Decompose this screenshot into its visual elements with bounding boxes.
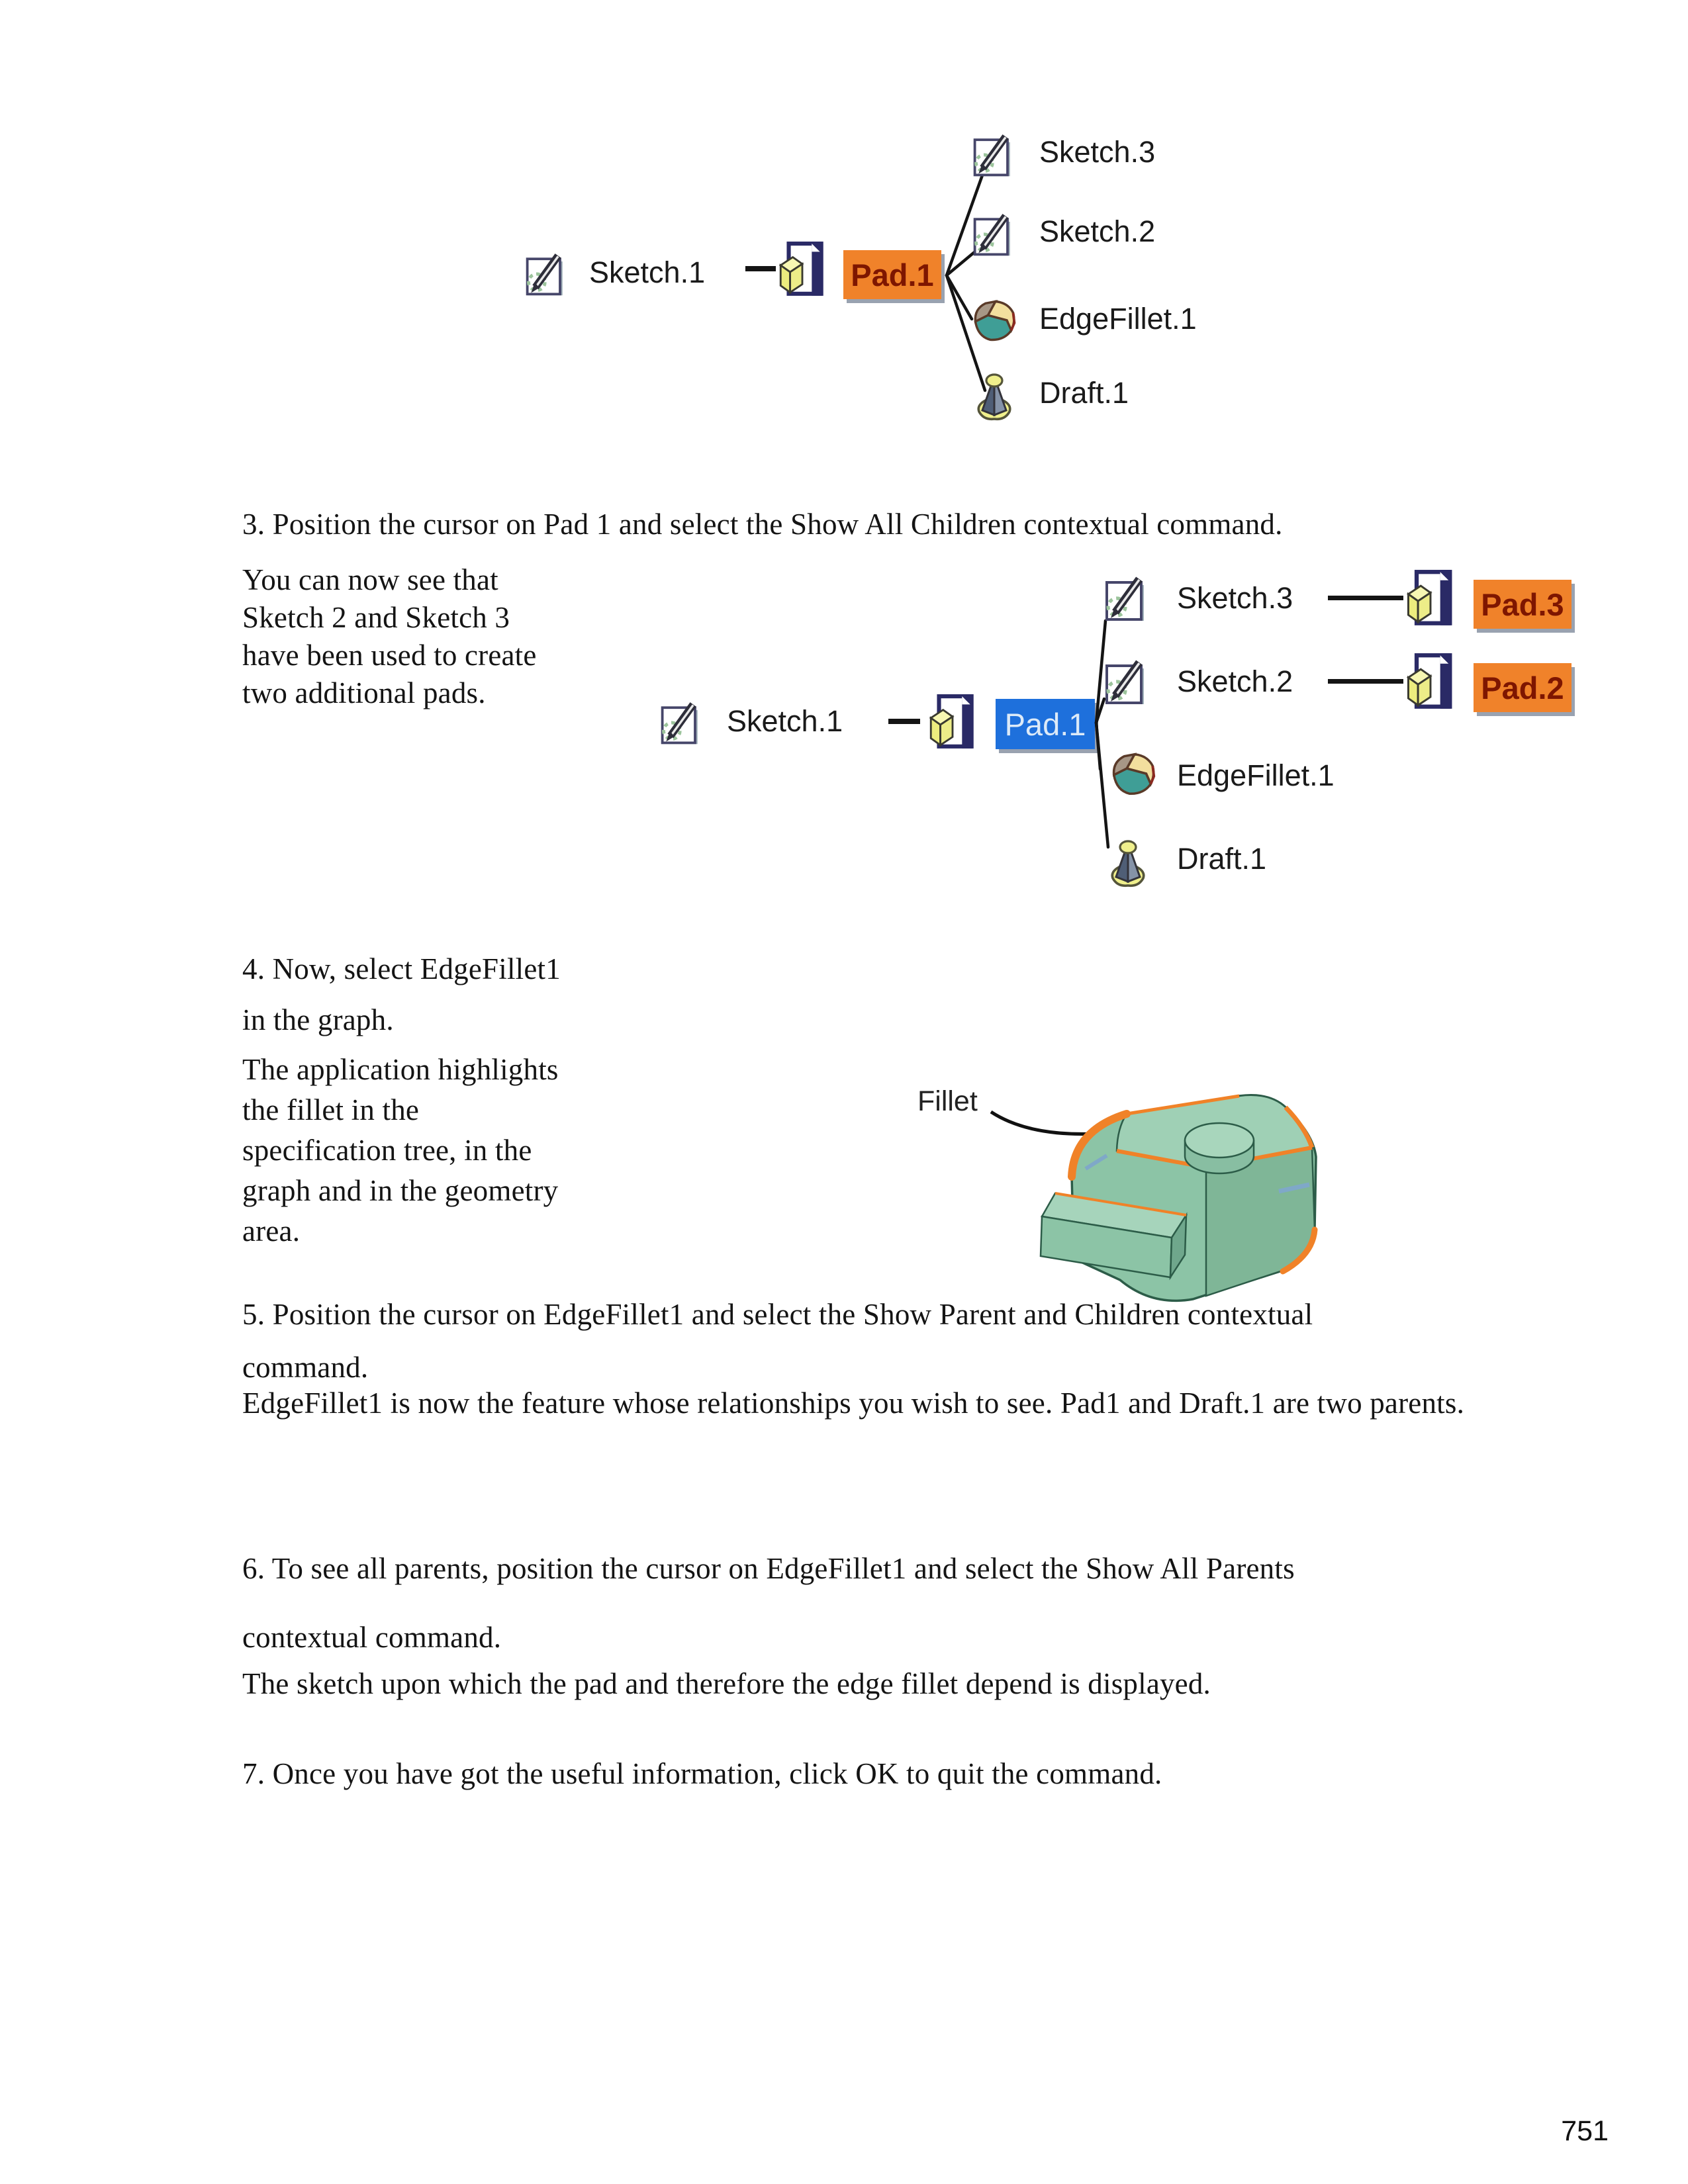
link-dash xyxy=(745,266,776,271)
tree-node-label: Draft.1 xyxy=(1039,376,1129,410)
draft-icon xyxy=(1102,834,1154,891)
paragraph-additional-pads: You can now see that Sketch 2 and Sketch 3 have been used to create two additional pads. xyxy=(242,563,537,709)
tree-node-label: EdgeFillet.1 xyxy=(1039,302,1197,336)
sketch-icon xyxy=(969,130,1021,180)
tree-node-label: Sketch.1 xyxy=(589,255,706,289)
tree-node-label: Sketch.2 xyxy=(1039,214,1156,248)
fillet-figure xyxy=(908,1071,1345,1309)
sketch-icon xyxy=(522,249,573,299)
tree-node-label: Sketch.3 xyxy=(1039,135,1156,169)
sketch-icon xyxy=(1102,572,1154,625)
pad-icon xyxy=(774,241,830,298)
tree-node-label: Sketch.3 xyxy=(1177,581,1293,615)
link-dash xyxy=(888,719,920,724)
step-4-text: 4. Now, select EdgeFillet1 in the graph. xyxy=(242,952,561,1036)
sketch-icon xyxy=(1102,655,1154,708)
edgefillet-icon xyxy=(1104,748,1162,799)
fillet-callout-label: Fillet xyxy=(917,1085,978,1117)
link-line xyxy=(1328,596,1403,600)
tree-node-label: Sketch.2 xyxy=(1177,664,1293,698)
step-5-text: 5. Position the cursor on EdgeFillet1 and select the Show Parent and Children contextual command. xyxy=(242,1298,1313,1384)
step-7-text: 7. Once you have got the useful information, click OK to quit the command. xyxy=(242,1757,1162,1790)
step-6-text: 6. To see all parents, position the cursor on EdgeFillet1 and select the Show All Parents contextual command. xyxy=(242,1552,1295,1654)
step-3-text: 3. Position the cursor on Pad 1 and select the Show All Children contextual command. xyxy=(242,508,1283,541)
link-line xyxy=(1328,679,1403,684)
edgefillet-icon xyxy=(966,295,1022,345)
pad-icon xyxy=(1402,569,1459,627)
pad-icon xyxy=(1402,653,1459,711)
pad1-highlight-blue: Pad.1 xyxy=(996,699,1095,749)
tree-node-label: EdgeFillet.1 xyxy=(1177,758,1335,792)
pad1-highlight-orange: Pad.1 xyxy=(843,250,941,299)
paragraph-parents: EdgeFillet1 is now the feature whose relationships you wish to see. Pad1 and Draft.1 are two parents. xyxy=(242,1387,1465,1420)
paragraph-highlight: The application highlights the fillet in the specification tree, in the graph and in the geometry area. xyxy=(242,1053,559,1248)
page-number: 751 xyxy=(1561,2115,1609,2147)
pad2-highlight-orange: Pad.2 xyxy=(1474,663,1571,712)
sketch-icon xyxy=(969,209,1021,259)
pad-icon xyxy=(924,694,981,751)
pad3-highlight-orange: Pad.3 xyxy=(1474,580,1571,629)
sketch-icon xyxy=(657,698,708,748)
paragraph-sketch-displayed: The sketch upon which the pad and therefore the edge fillet depend is displayed. xyxy=(242,1667,1211,1700)
tree-node-label: Draft.1 xyxy=(1177,842,1267,876)
draft-icon xyxy=(968,368,1021,424)
tree-node-label: Sketch.1 xyxy=(727,704,843,738)
